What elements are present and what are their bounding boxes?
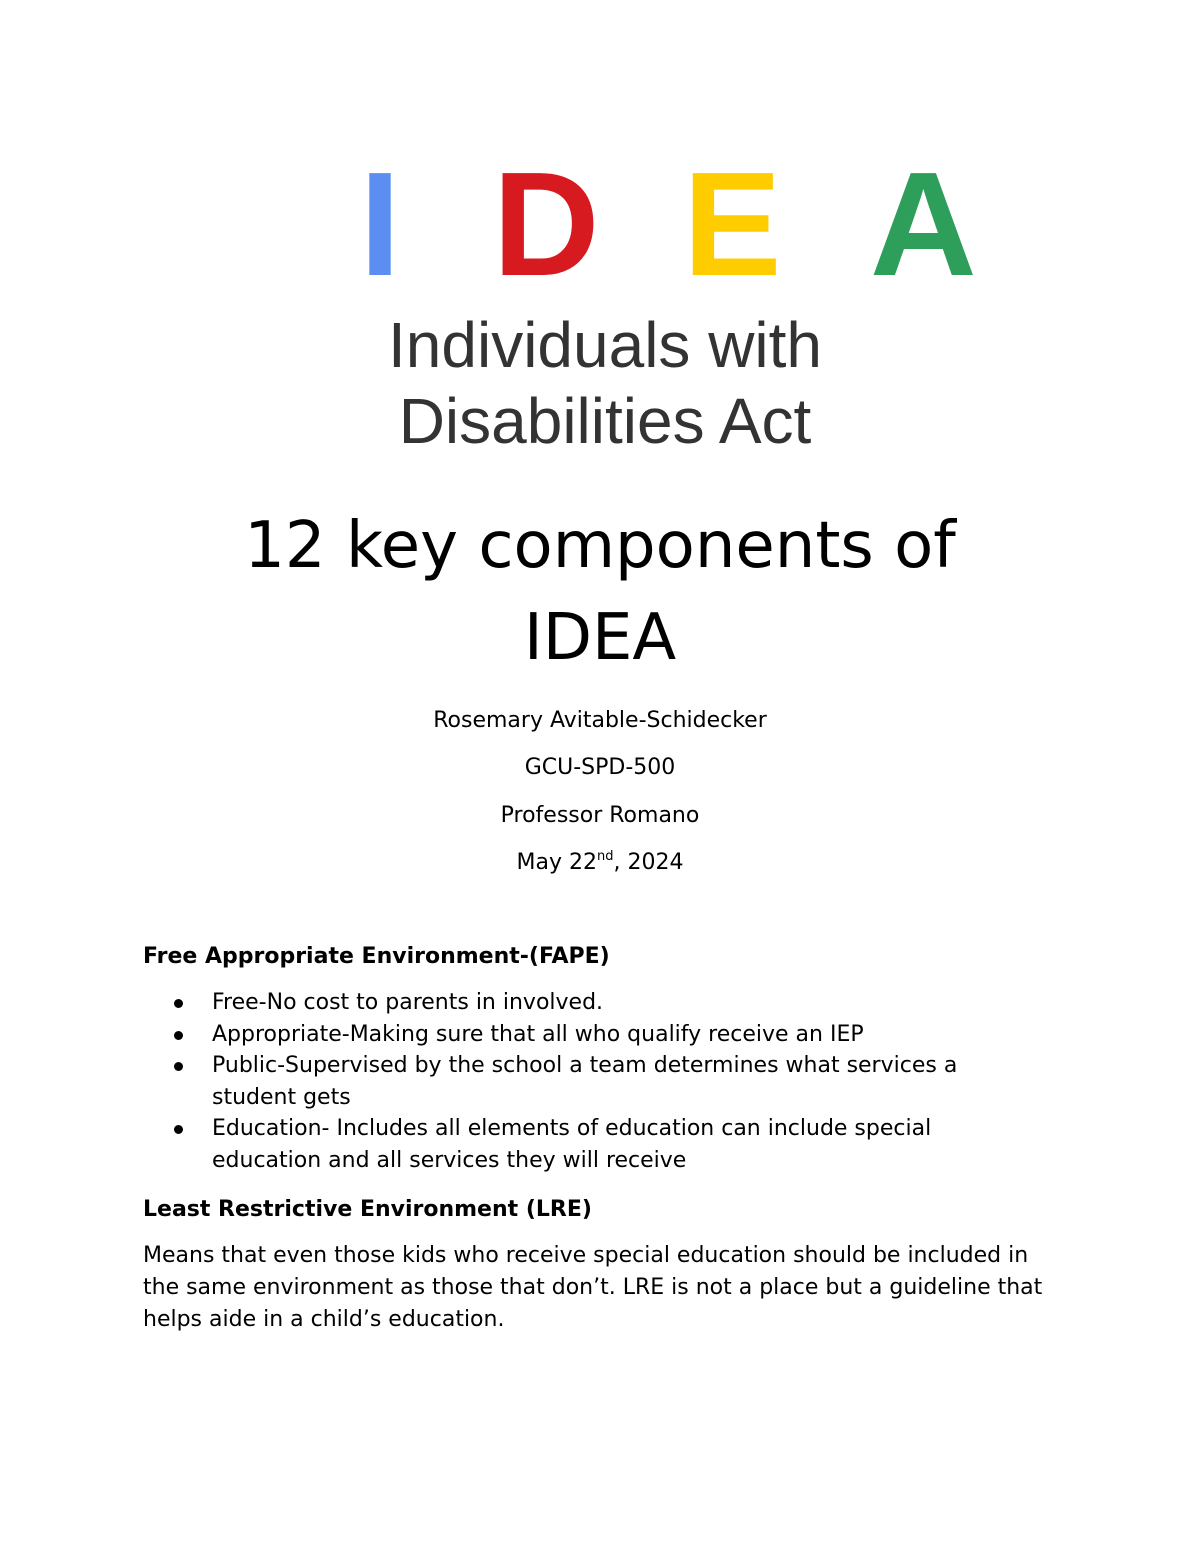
logo-letter-d: D [492,142,600,307]
submission-date [200,848,1000,878]
bullet-text: Appropriate-Making sure that all who qualify receive an IEP [212,1021,864,1047]
list-item [143,987,1043,1019]
bullet-dot-icon [174,1031,183,1040]
logo-subtitle-line2: Disabilities Act [398,385,812,457]
bullet-dot-icon [174,999,183,1008]
title-line1: 12 key components of [244,509,956,583]
page-title [100,500,1100,684]
bullet-text: Free-No cost to parents in involved. [212,990,604,1015]
date-year: , 2024 [613,850,684,875]
bullet-text: Education- Includes all elements of education can include special education and all services they will receive [212,1116,932,1173]
list-item [143,1113,1043,1176]
logo-subtitle-line1: Individuals with [388,309,822,381]
date-prefix: May 22 [516,850,597,875]
list-item [143,1050,1043,1113]
logo-letter-i: I [359,142,401,307]
bullet-text: Public-Supervised by the school a team determines what services a student gets [212,1053,958,1110]
author-name: Rosemary Avitable-Schidecker [433,708,767,733]
section-heading-lre: Least Restrictive Environment (LRE) [143,1197,592,1222]
list-item [143,1019,1043,1051]
logo-letter-a: A [869,142,977,307]
section-heading-fape: Free Appropriate Environment-(FAPE) [143,944,610,969]
idea-logo-letters [330,142,977,307]
professor-name: Professor Romano [500,803,700,828]
date-ordinal-suffix: nd [597,849,614,864]
title-line2: IDEA [523,601,677,675]
fape-bullet-list [143,987,1043,1176]
bullet-dot-icon [174,1062,183,1071]
bullet-dot-icon [174,1125,183,1134]
course-code: GCU-SPD-500 [524,755,676,780]
lre-paragraph: Means that even those kids who receive special education should be included in the same environment as those that don’t. LRE is not a place but a guideline that helps aide in a child’s education. [143,1243,1043,1332]
idea-logo [300,142,977,460]
logo-letter-e: E [682,142,782,307]
